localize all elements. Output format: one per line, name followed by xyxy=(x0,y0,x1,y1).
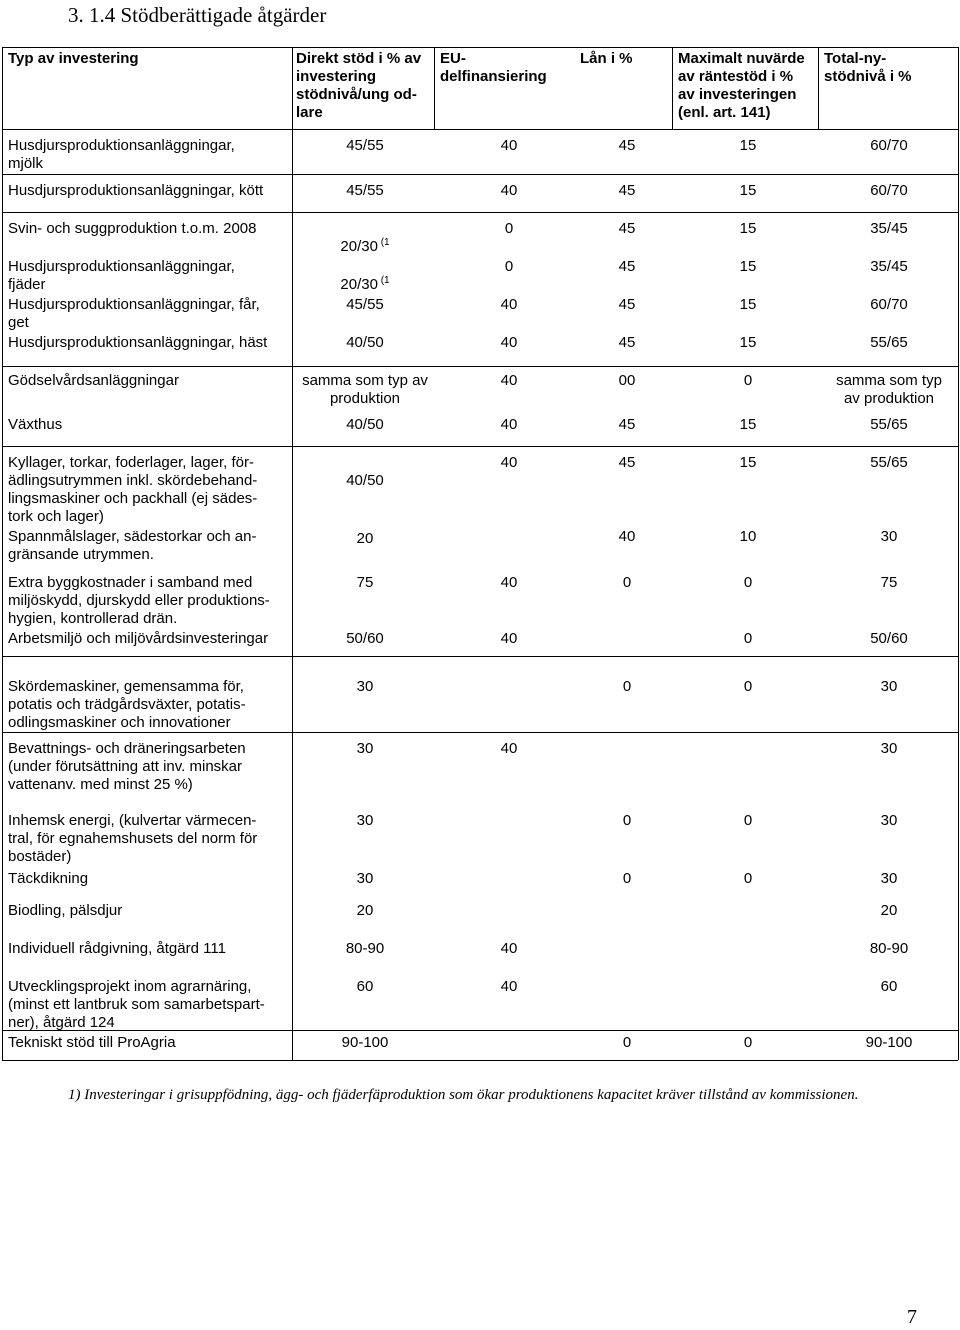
cell-total-line: 35/45 xyxy=(870,258,908,275)
row-label xyxy=(8,630,268,648)
cell-lan xyxy=(597,1034,657,1052)
cell-lan-line: 0 xyxy=(622,812,632,829)
row-label-line: Biodling, pälsdjur xyxy=(8,902,123,919)
header-direkt-stod-line: investering xyxy=(296,68,377,85)
cell-lan xyxy=(597,137,657,155)
cell-max xyxy=(718,454,778,472)
row-label-line: (under förutsättning att inv. minskar xyxy=(8,758,242,775)
row-label-line: ädlingsutrymmen inkl. skördebehand- xyxy=(8,472,258,489)
cell-direct xyxy=(320,296,410,314)
row-label-line: Spannmålslager, sädestorkar och an- xyxy=(8,528,257,545)
cell-direct-line: 30 xyxy=(356,870,374,887)
row-label xyxy=(8,902,122,920)
cell-direct-line: 30 xyxy=(356,740,374,757)
cell-direct xyxy=(320,416,410,434)
cell-direct-line: samma som typ av xyxy=(302,372,428,389)
cell-lan xyxy=(597,812,657,830)
cell-direct xyxy=(320,334,410,352)
cell-total xyxy=(849,220,929,238)
cell-total xyxy=(849,258,929,276)
cell-direct xyxy=(320,740,410,758)
cell-max-line: 0 xyxy=(743,630,753,647)
cell-direct-line: 45/55 xyxy=(346,182,384,199)
cell-lan xyxy=(597,372,657,390)
header-typ-line: Typ av investering xyxy=(8,50,139,67)
cell-direct xyxy=(320,276,410,296)
cell-direct xyxy=(320,182,410,200)
row-label-line: Bevattnings- och dräneringsarbeten xyxy=(8,740,246,757)
cell-total xyxy=(849,182,929,200)
cell-total xyxy=(849,296,929,314)
cell-max-line: 15 xyxy=(739,334,757,351)
row-separator xyxy=(2,446,958,447)
cell-direct-line: 80-90 xyxy=(345,940,385,957)
cell-lan xyxy=(597,528,657,546)
cell-direct-line: 45/55 xyxy=(346,137,384,154)
cell-total-line: 30 xyxy=(880,528,898,545)
header-divider-3 xyxy=(672,47,673,129)
row-separator xyxy=(2,212,958,213)
header-maximalt-line: av räntestöd i % xyxy=(678,68,794,85)
row-label xyxy=(8,416,62,434)
cell-direct xyxy=(320,472,410,490)
cell-lan xyxy=(597,182,657,200)
row-label-line: Gödselvårdsanläggningar xyxy=(8,372,179,389)
table-right-border xyxy=(958,47,959,1060)
cell-max xyxy=(718,258,778,276)
row-label-line: Inhemsk energi, (kulvertar värmecen- xyxy=(8,812,257,829)
table-bottom-border xyxy=(2,1060,958,1061)
cell-total-line: 50/60 xyxy=(870,630,908,647)
footnote-ref: (1 xyxy=(377,237,390,248)
cell-eu xyxy=(479,740,539,758)
cell-direct xyxy=(320,530,410,548)
row-label-line: miljöskydd, djurskydd eller produktions- xyxy=(8,592,270,609)
cell-direct-line: 60 xyxy=(356,978,374,995)
cell-lan xyxy=(597,678,657,696)
row-label-line: Utvecklingsprojekt inom agrarnäring, xyxy=(8,978,252,995)
cell-max-line: 15 xyxy=(739,416,757,433)
cell-total xyxy=(849,870,929,888)
header-maximalt-line: av investeringen xyxy=(678,86,797,103)
col-divider-1 xyxy=(292,47,293,1060)
row-label-line: Husdjursproduktionsanläggningar, kött xyxy=(8,182,264,199)
cell-lan-line: 45 xyxy=(618,334,636,351)
cell-max xyxy=(718,137,778,155)
row-label-line: Svin- och suggproduktion t.o.m. 2008 xyxy=(8,220,257,237)
cell-lan xyxy=(597,334,657,352)
header-direkt-stod-line: stödnivå/ung od- xyxy=(296,86,417,103)
row-label-line: Husdjursproduktionsanläggningar, häst xyxy=(8,334,268,351)
header-total-line: stödnivå i % xyxy=(824,68,912,85)
header-eu xyxy=(440,50,547,86)
row-label-line: Växthus xyxy=(8,416,63,433)
row-separator xyxy=(2,174,958,175)
cell-direct-line: 75 xyxy=(356,574,374,591)
cell-direct-line: produktion xyxy=(329,390,401,407)
cell-total xyxy=(819,372,959,408)
cell-eu xyxy=(479,372,539,390)
cell-lan-line: 0 xyxy=(622,678,632,695)
table-top-border xyxy=(2,47,958,48)
cell-lan-line: 00 xyxy=(618,372,636,389)
cell-total-line: 60/70 xyxy=(870,182,908,199)
cell-max xyxy=(718,416,778,434)
footnote-ref: (1 xyxy=(377,275,390,286)
row-label-line: Husdjursproduktionsanläggningar, får, xyxy=(8,296,260,313)
cell-eu-line: 40 xyxy=(500,182,518,199)
row-label-line: vattenanv. med minst 25 %) xyxy=(8,776,193,793)
cell-eu-line: 40 xyxy=(500,940,518,957)
cell-total-line: 30 xyxy=(880,678,898,695)
cell-eu-line: 0 xyxy=(504,258,514,275)
cell-max-line: 15 xyxy=(739,454,757,471)
cell-lan-line: 0 xyxy=(622,870,632,887)
row-label-line: Arbetsmiljö och miljövårdsinvesteringar xyxy=(8,630,269,647)
row-label-line: Husdjursproduktionsanläggningar, xyxy=(8,137,235,154)
cell-eu xyxy=(479,258,539,276)
cell-max-line: 15 xyxy=(739,137,757,154)
cell-direct-line: 50/60 xyxy=(346,630,384,647)
cell-direct-line: 20 xyxy=(356,902,374,919)
cell-total xyxy=(849,454,929,472)
row-label xyxy=(8,1034,176,1052)
cell-max xyxy=(718,574,778,592)
cell-lan-line: 45 xyxy=(618,258,636,275)
row-separator xyxy=(2,366,958,367)
cell-lan-line: 45 xyxy=(618,454,636,471)
header-typ xyxy=(8,50,139,68)
cell-lan xyxy=(597,454,657,472)
cell-total xyxy=(849,940,929,958)
header-direkt-stod xyxy=(296,50,421,122)
cell-direct-line: 20 xyxy=(356,530,374,547)
cell-total xyxy=(849,978,929,996)
cell-eu xyxy=(479,574,539,592)
cell-direct xyxy=(320,812,410,830)
row-label-line: Kyllager, torkar, foderlager, lager, för- xyxy=(8,454,254,471)
cell-eu xyxy=(479,630,539,648)
row-label-line: Tekniskt stöd till ProAgria xyxy=(8,1034,176,1051)
header-total xyxy=(824,50,912,86)
cell-max-line: 0 xyxy=(743,372,753,389)
row-label xyxy=(8,740,246,794)
cell-max-line: 0 xyxy=(743,678,753,695)
cell-max xyxy=(718,296,778,314)
cell-direct xyxy=(320,630,410,648)
cell-direct xyxy=(320,902,410,920)
row-label-line: hygien, kontrollerad drän. xyxy=(8,610,178,627)
footnote: 1) Investeringar i grisuppfödning, ägg- och fjäderfäproduktion som ökar produktionens kapacitet kräver tillstånd av kommissionen. xyxy=(68,1087,859,1103)
cell-max xyxy=(718,1034,778,1052)
cell-max-line: 15 xyxy=(739,258,757,275)
cell-eu xyxy=(479,182,539,200)
row-label-line: Skördemaskiner, gemensamma för, xyxy=(8,678,244,695)
cell-direct-line: 40/50 xyxy=(346,416,384,433)
cell-max xyxy=(718,870,778,888)
cell-lan-line: 0 xyxy=(622,574,632,591)
cell-eu-line: 40 xyxy=(500,630,518,647)
row-label xyxy=(8,978,265,1032)
cell-eu-line: 40 xyxy=(500,454,518,471)
cell-direct xyxy=(320,137,410,155)
header-divider-4 xyxy=(818,47,819,129)
header-lan xyxy=(580,50,633,68)
cell-total xyxy=(849,574,929,592)
cell-eu xyxy=(479,940,539,958)
header-maximalt-line: (enl. art. 141) xyxy=(678,104,771,121)
row-label-line: (minst ett lantbruk som samarbetspart- xyxy=(8,996,265,1013)
row-label-line: Extra byggkostnader i samband med xyxy=(8,574,253,591)
row-label xyxy=(8,296,260,332)
cell-total-line: 60 xyxy=(880,978,898,995)
row-label xyxy=(8,182,263,200)
cell-total-line: 30 xyxy=(880,870,898,887)
cell-eu xyxy=(479,220,539,238)
row-label xyxy=(8,258,235,294)
cell-max xyxy=(718,630,778,648)
row-label-line: odlingsmaskiner och innovationer xyxy=(8,714,231,731)
header-direkt-stod-line: lare xyxy=(296,104,323,121)
cell-max xyxy=(718,334,778,352)
row-label-line: gränsande utrymmen. xyxy=(8,546,154,563)
cell-eu-line: 40 xyxy=(500,334,518,351)
cell-total-line: 90-100 xyxy=(865,1034,913,1051)
cell-total xyxy=(849,740,929,758)
cell-lan-line: 45 xyxy=(618,220,636,237)
row-label xyxy=(8,137,235,173)
cell-eu xyxy=(479,137,539,155)
row-label-line: bostäder) xyxy=(8,848,72,865)
row-label-line: get xyxy=(8,314,29,331)
cell-direct-line: 30 xyxy=(356,812,374,829)
cell-lan xyxy=(597,258,657,276)
cell-total-line: 55/65 xyxy=(870,416,908,433)
cell-total xyxy=(849,416,929,434)
cell-total-line: 60/70 xyxy=(870,296,908,313)
section-heading: 3. 1.4 Stödberättigade åtgärder xyxy=(68,3,327,27)
cell-direct-line: 20/30 $^{(1}$ xyxy=(340,237,390,255)
cell-total-line: 55/65 xyxy=(870,454,908,471)
cell-total-line: 30 xyxy=(880,812,898,829)
page-number: 7 xyxy=(907,1306,917,1328)
header-total-line: Total-ny- xyxy=(824,50,887,67)
cell-direct xyxy=(320,574,410,592)
cell-eu xyxy=(479,416,539,434)
cell-lan-line: 0 xyxy=(622,1034,632,1051)
cell-total xyxy=(849,137,929,155)
cell-direct xyxy=(320,238,410,258)
cell-direct-line: 40/50 xyxy=(346,472,384,489)
cell-eu xyxy=(479,978,539,996)
cell-max xyxy=(718,528,778,546)
cell-eu xyxy=(479,334,539,352)
row-label xyxy=(8,574,270,628)
cell-total xyxy=(849,812,929,830)
cell-direct xyxy=(320,1034,410,1052)
cell-eu-line: 40 xyxy=(500,137,518,154)
row-label xyxy=(8,454,257,526)
cell-lan-line: 45 xyxy=(618,296,636,313)
cell-total-line: 20 xyxy=(880,902,898,919)
cell-max xyxy=(718,372,778,390)
cell-total-line: 30 xyxy=(880,740,898,757)
cell-eu-line: 40 xyxy=(500,296,518,313)
row-label xyxy=(8,220,256,238)
cell-total-line: 55/65 xyxy=(870,334,908,351)
cell-lan xyxy=(597,870,657,888)
cell-max-line: 10 xyxy=(739,528,757,545)
header-maximalt-line: Maximalt nuvärde xyxy=(678,50,805,67)
header-bottom-border xyxy=(2,129,958,130)
cell-total-line: 80-90 xyxy=(869,940,909,957)
row-label xyxy=(8,812,257,866)
cell-eu-line: 40 xyxy=(500,372,518,389)
cell-eu-line: 0 xyxy=(504,220,514,237)
row-separator xyxy=(2,656,958,657)
cell-direct-line: 30 xyxy=(356,678,374,695)
cell-max-line: 15 xyxy=(739,220,757,237)
cell-total-line: av produktion xyxy=(843,390,935,407)
cell-max xyxy=(718,220,778,238)
cell-total xyxy=(849,902,929,920)
cell-lan-line: 45 xyxy=(618,416,636,433)
cell-total xyxy=(849,1034,929,1052)
cell-eu-line: 40 xyxy=(500,574,518,591)
cell-direct xyxy=(285,372,445,408)
cell-lan-line: 45 xyxy=(618,137,636,154)
cell-total-line: samma som typ xyxy=(836,372,942,389)
cell-max xyxy=(718,182,778,200)
cell-lan xyxy=(597,574,657,592)
row-label-line: lingsmaskiner och packhall (ej sädes- xyxy=(8,490,258,507)
cell-direct-line: 40/50 xyxy=(346,334,384,351)
table-left-border xyxy=(2,47,3,1060)
header-eu-line: delfinansiering xyxy=(440,68,547,85)
cell-eu xyxy=(479,454,539,472)
row-label-line: fjäder xyxy=(8,276,46,293)
cell-direct xyxy=(320,678,410,696)
cell-direct-line: 90-100 xyxy=(341,1034,389,1051)
row-label-line: tral, för egnahemshusets del norm för xyxy=(8,830,258,847)
cell-total-line: 35/45 xyxy=(870,220,908,237)
cell-direct-line: 20/30 $^{(1}$ xyxy=(340,275,390,293)
cell-lan xyxy=(597,416,657,434)
cell-total xyxy=(849,678,929,696)
cell-direct xyxy=(320,870,410,888)
header-divider-2 xyxy=(434,47,435,129)
cell-eu xyxy=(479,296,539,314)
cell-lan-line: 45 xyxy=(618,182,636,199)
row-label xyxy=(8,940,226,958)
cell-max xyxy=(718,812,778,830)
header-direkt-stod-line: Direkt stöd i % av xyxy=(296,50,422,67)
row-label xyxy=(8,870,88,888)
cell-max-line: 0 xyxy=(743,574,753,591)
cell-direct-line: 45/55 xyxy=(346,296,384,313)
row-label xyxy=(8,678,246,732)
cell-direct xyxy=(320,940,410,958)
row-label-line: Husdjursproduktionsanläggningar, xyxy=(8,258,235,275)
row-separator xyxy=(2,732,958,733)
cell-lan xyxy=(597,220,657,238)
header-eu-line: EU- xyxy=(440,50,466,67)
cell-total xyxy=(849,528,929,546)
cell-max-line: 15 xyxy=(739,182,757,199)
cell-max-line: 0 xyxy=(743,1034,753,1051)
cell-total-line: 60/70 xyxy=(870,137,908,154)
cell-direct xyxy=(320,978,410,996)
cell-lan xyxy=(597,296,657,314)
row-label-line: mjölk xyxy=(8,155,44,172)
cell-lan-line: 40 xyxy=(618,528,636,545)
cell-max-line: 0 xyxy=(743,870,753,887)
row-label-line: Individuell rådgivning, åtgärd 111 xyxy=(8,940,226,957)
cell-eu-line: 40 xyxy=(500,416,518,433)
cell-eu-line: 40 xyxy=(500,978,518,995)
row-label-line: potatis och trädgårdsväxter, potatis- xyxy=(8,696,246,713)
cell-total-line: 75 xyxy=(880,574,898,591)
cell-max-line: 15 xyxy=(739,296,757,313)
cell-eu-line: 40 xyxy=(500,740,518,757)
row-label xyxy=(8,372,179,390)
cell-total xyxy=(849,334,929,352)
header-maximalt xyxy=(678,50,805,122)
row-label-line: Täckdikning xyxy=(8,870,89,887)
header-lan-line: Lån i % xyxy=(580,50,633,67)
row-label xyxy=(8,528,256,564)
row-label xyxy=(8,334,267,352)
cell-max-line: 0 xyxy=(743,812,753,829)
row-label-line: tork och lager) xyxy=(8,508,104,525)
row-label-line: ner), åtgärd 124 xyxy=(8,1014,115,1031)
cell-total xyxy=(849,630,929,648)
cell-max xyxy=(718,678,778,696)
